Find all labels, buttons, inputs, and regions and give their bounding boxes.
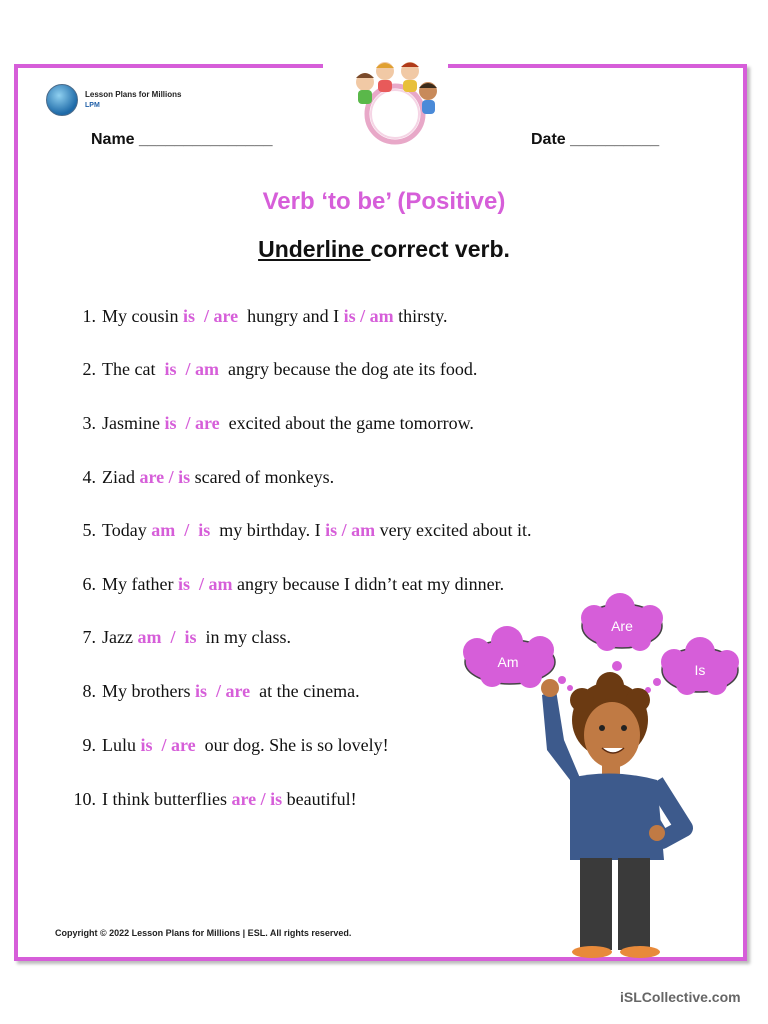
verb-choice[interactable]: am / is: [151, 520, 215, 540]
thought-bubble-am: [463, 626, 555, 688]
date-field: Date __________: [531, 131, 660, 148]
question-text: Ziad: [102, 467, 140, 487]
question-number: 5.: [82, 520, 96, 540]
verb-choice[interactable]: are / is: [139, 467, 191, 487]
bubble-are-text: Are: [611, 618, 633, 634]
question-text: scared of monkeys.: [190, 467, 335, 487]
question-text: beautiful!: [282, 789, 357, 809]
question-number: 6.: [82, 574, 96, 594]
worksheet-title: Verb ‘to be’ (Positive): [262, 188, 506, 215]
question-text: my birthday. I: [214, 520, 326, 540]
verb-choice[interactable]: is / are: [183, 306, 243, 326]
thought-bubble-is: [661, 637, 739, 695]
question-text: angry because I didn’t eat my dinner.: [232, 574, 505, 594]
verb-choice[interactable]: is / are: [195, 681, 255, 701]
question-text: at the cinema.: [254, 681, 360, 701]
verb-choice[interactable]: are / is: [231, 789, 283, 809]
verb-choice[interactable]: is / are: [140, 735, 201, 755]
question-item: [68, 306, 448, 327]
globe-icon: [46, 84, 78, 116]
question-number: 1.: [82, 306, 96, 326]
bubble-am-text: Am: [497, 654, 519, 670]
question-text: The cat: [102, 359, 165, 379]
question-item: [68, 627, 291, 648]
question-text: My cousin: [102, 306, 183, 326]
publisher-logo: [46, 84, 181, 116]
question-item: [68, 520, 532, 541]
question-text: Lulu: [102, 735, 141, 755]
logo-name: Lesson Plans for Millions: [85, 90, 182, 99]
question-number: 8.: [82, 681, 96, 701]
question-text: in my class.: [201, 627, 291, 647]
question-text: hungry and I: [242, 306, 344, 326]
instruction-underlined: Underline: [258, 236, 371, 262]
question-text: our dog. She is so lovely!: [200, 735, 389, 755]
question-number: 3.: [82, 413, 96, 433]
question-text: very excited about it.: [375, 520, 532, 540]
question-item: [68, 467, 334, 488]
question-item: [68, 735, 389, 756]
thought-bubble-are: [581, 593, 663, 651]
verb-choice[interactable]: is / am: [343, 306, 394, 326]
thinking-boy-illustration: [452, 590, 752, 960]
verb-choice[interactable]: am / is: [137, 627, 201, 647]
question-text: Jazz: [102, 627, 138, 647]
question-item: [68, 681, 360, 702]
question-item: [68, 413, 474, 434]
watermark: iSLCollective.com: [620, 989, 741, 1005]
copyright-notice: Copyright © 2022 Lesson Plans for Millions | ESL. All rights reserved.: [55, 928, 352, 938]
verb-choice[interactable]: is / am: [164, 359, 224, 379]
verb-choice[interactable]: is / am: [325, 520, 376, 540]
bubble-is-text: Is: [694, 662, 706, 678]
question-text: Jasmine: [102, 413, 165, 433]
verb-choice[interactable]: is / am: [177, 574, 233, 594]
children-circle-illustration: [340, 56, 450, 148]
question-number: 7.: [82, 627, 96, 647]
question-text: My brothers: [102, 681, 195, 701]
question-text: angry because the dog ate its food.: [223, 359, 478, 379]
question-text: Today: [102, 520, 152, 540]
question-text: thirsty.: [393, 306, 448, 326]
question-number: 10.: [73, 789, 96, 809]
instruction-rest: correct verb.: [370, 236, 510, 262]
question-item: [68, 789, 357, 810]
question-text: I think butterflies: [102, 789, 232, 809]
question-number: 2.: [82, 359, 96, 379]
question-number: 9.: [82, 735, 96, 755]
question-number: 4.: [82, 467, 96, 487]
verb-choice[interactable]: is / are: [164, 413, 225, 433]
logo-abbr: LPM: [85, 102, 100, 109]
name-field: Name _______________: [91, 131, 273, 148]
question-text: excited about the game tomorrow.: [224, 413, 474, 433]
question-item: [68, 359, 477, 380]
worksheet-instruction: [0, 236, 768, 263]
question-text: My father: [102, 574, 178, 594]
question-item: [68, 574, 504, 595]
